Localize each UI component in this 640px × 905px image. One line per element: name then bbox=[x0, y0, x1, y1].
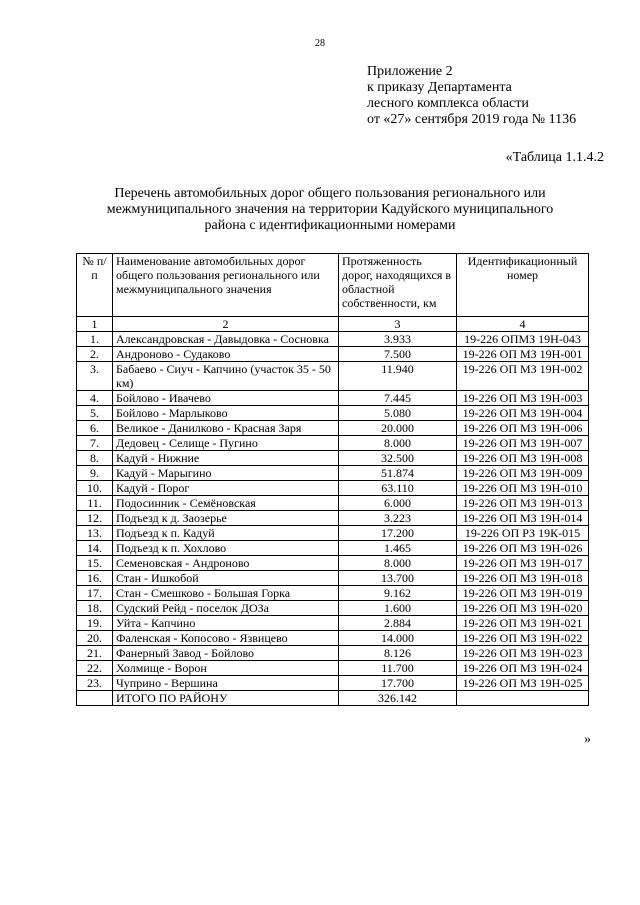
title-line: Перечень автомобильных дорог общего пользования регионального или bbox=[114, 186, 546, 201]
table-row bbox=[77, 661, 589, 676]
table-header-row bbox=[77, 254, 589, 317]
row-number: 1. bbox=[77, 332, 113, 347]
road-name: Бойлово - Марлыково bbox=[113, 406, 339, 421]
road-length: 9.162 bbox=[339, 586, 457, 601]
table-row bbox=[77, 646, 589, 661]
road-id: 19-226 ОП МЗ 19Н-026 bbox=[457, 541, 589, 556]
road-id: 19-226 ОП МЗ 19Н-013 bbox=[457, 496, 589, 511]
appendix-line: от «27» сентября 2019 года № 1136 bbox=[367, 112, 577, 127]
road-length: 6.000 bbox=[339, 496, 457, 511]
table-row bbox=[77, 421, 589, 436]
table-row bbox=[77, 406, 589, 421]
road-id: 19-226 ОП МЗ 19Н-021 bbox=[457, 616, 589, 631]
road-id: 19-226 ОП МЗ 19Н-003 bbox=[457, 391, 589, 406]
road-name: Подъезд к д. Заозерье bbox=[113, 511, 339, 526]
row-number: 16. bbox=[77, 571, 113, 586]
road-name: Судский Рейд - поселок ДОЗа bbox=[113, 601, 339, 616]
table-row bbox=[77, 601, 589, 616]
road-length: 1.600 bbox=[339, 601, 457, 616]
road-name: Подосинник - Семёновская bbox=[113, 496, 339, 511]
road-id: 19-226 ОП МЗ 19Н-009 bbox=[457, 466, 589, 481]
closing-quote: » bbox=[584, 732, 591, 747]
road-id: 19-226 ОП РЗ 19К-015 bbox=[457, 526, 589, 541]
row-number: 17. bbox=[77, 586, 113, 601]
row-number: 6. bbox=[77, 421, 113, 436]
road-name: Подъезд к п. Хохлово bbox=[113, 541, 339, 556]
title-line: межмуниципального значения на территории Кадуйского муниципального bbox=[106, 202, 554, 217]
row-number: 15. bbox=[77, 556, 113, 571]
road-name: Кадуй - Нижние bbox=[113, 451, 339, 466]
road-id: 19-226 ОП МЗ 19Н-022 bbox=[457, 631, 589, 646]
road-length: 7.500 bbox=[339, 347, 457, 362]
column-number: 1 bbox=[77, 317, 113, 332]
road-length: 17.200 bbox=[339, 526, 457, 541]
table-row bbox=[77, 571, 589, 586]
road-id: 19-226 ОП МЗ 19Н-025 bbox=[457, 676, 589, 691]
header-name: Наименование автомобильных дорог общего пользования регионального или межмуниципального значения bbox=[113, 254, 339, 317]
table-row bbox=[77, 451, 589, 466]
row-number: 18. bbox=[77, 601, 113, 616]
road-length: 8.000 bbox=[339, 436, 457, 451]
row-number: 10. bbox=[77, 481, 113, 496]
road-name: Бойлово - Ивачево bbox=[113, 391, 339, 406]
appendix-line: лесного комплекса области bbox=[367, 96, 529, 111]
road-id: 19-226 ОП МЗ 19Н-004 bbox=[457, 406, 589, 421]
road-length: 13.700 bbox=[339, 571, 457, 586]
row-number: 5. bbox=[77, 406, 113, 421]
total-length: 326.142 bbox=[339, 691, 457, 706]
road-name: Андроново - Судаково bbox=[113, 347, 339, 362]
table-row bbox=[77, 631, 589, 646]
total-row bbox=[77, 691, 589, 706]
table-row bbox=[77, 481, 589, 496]
road-length: 14.000 bbox=[339, 631, 457, 646]
road-name: Великое - Данилково - Красная Заря bbox=[113, 421, 339, 436]
table-reference: «Таблица 1.1.4.2 bbox=[505, 150, 604, 165]
road-name: Подъезд к п. Кадуй bbox=[113, 526, 339, 541]
road-length: 8.000 bbox=[339, 556, 457, 571]
road-name: Уйта - Капчино bbox=[113, 616, 339, 631]
document-title bbox=[70, 186, 590, 234]
road-id: 19-226 ОП МЗ 19Н-019 bbox=[457, 586, 589, 601]
road-name: Фанерный Завод - Бойлово bbox=[113, 646, 339, 661]
road-name: Дедовец - Селище - Пугино bbox=[113, 436, 339, 451]
road-length: 51.874 bbox=[339, 466, 457, 481]
road-length: 17.700 bbox=[339, 676, 457, 691]
road-id: 19-226 ОП МЗ 19Н-017 bbox=[457, 556, 589, 571]
road-id: 19-226 ОП МЗ 19Н-006 bbox=[457, 421, 589, 436]
table-row bbox=[77, 391, 589, 406]
table-row bbox=[77, 586, 589, 601]
road-id: 19-226 ОП МЗ 19Н-010 bbox=[457, 481, 589, 496]
road-id: 19-226 ОП МЗ 19Н-014 bbox=[457, 511, 589, 526]
column-number: 4 bbox=[457, 317, 589, 332]
table-row bbox=[77, 496, 589, 511]
road-length: 5.080 bbox=[339, 406, 457, 421]
table-row bbox=[77, 436, 589, 451]
row-number: 2. bbox=[77, 347, 113, 362]
header-id: Идентификационный номер bbox=[457, 254, 589, 317]
road-length: 32.500 bbox=[339, 451, 457, 466]
road-length: 3.223 bbox=[339, 511, 457, 526]
road-name: Чуприно - Вершина bbox=[113, 676, 339, 691]
column-number: 2 bbox=[113, 317, 339, 332]
road-length: 11.940 bbox=[339, 362, 457, 391]
road-name: Александровская - Давыдовка - Сосновка bbox=[113, 332, 339, 347]
table-body bbox=[77, 332, 589, 691]
row-number: 13. bbox=[77, 526, 113, 541]
row-number: 20. bbox=[77, 631, 113, 646]
road-id: 19-226 ОП МЗ 19Н-002 bbox=[457, 362, 589, 391]
road-length: 11.700 bbox=[339, 661, 457, 676]
row-number: 23. bbox=[77, 676, 113, 691]
road-name: Холмище - Ворон bbox=[113, 661, 339, 676]
row-number: 7. bbox=[77, 436, 113, 451]
road-id: 19-226 ОП МЗ 19Н-020 bbox=[457, 601, 589, 616]
row-number: 12. bbox=[77, 511, 113, 526]
road-id: 19-226 ОП МЗ 19Н-018 bbox=[457, 571, 589, 586]
total-id-cell bbox=[457, 691, 589, 706]
road-name: Стан - Смешково - Большая Горка bbox=[113, 586, 339, 601]
table-row bbox=[77, 511, 589, 526]
road-length: 3.933 bbox=[339, 332, 457, 347]
road-name: Бабаево - Сиуч - Капчино (участок 35 - 50 км) bbox=[113, 362, 339, 391]
road-length: 1.465 bbox=[339, 541, 457, 556]
table-row bbox=[77, 362, 589, 391]
table-row bbox=[77, 332, 589, 347]
road-length: 2.884 bbox=[339, 616, 457, 631]
column-number: 3 bbox=[339, 317, 457, 332]
row-number: 4. bbox=[77, 391, 113, 406]
road-length: 8.126 bbox=[339, 646, 457, 661]
road-id: 19-226 ОП МЗ 19Н-023 bbox=[457, 646, 589, 661]
header-length: Протяженность дорог, находящихся в областной собственности, км bbox=[339, 254, 457, 317]
table-row bbox=[77, 556, 589, 571]
road-id: 19-226 ОП МЗ 19Н-001 bbox=[457, 347, 589, 362]
row-number: 21. bbox=[77, 646, 113, 661]
road-id: 19-226 ОП МЗ 19Н-007 bbox=[457, 436, 589, 451]
page-number: 28 bbox=[315, 38, 325, 49]
row-number: 22. bbox=[77, 661, 113, 676]
roads-table bbox=[76, 253, 589, 706]
road-id: 19-226 ОПМЗ 19Н-043 bbox=[457, 332, 589, 347]
appendix-block bbox=[367, 64, 576, 128]
column-number-row bbox=[77, 317, 589, 332]
road-id: 19-226 ОП МЗ 19Н-008 bbox=[457, 451, 589, 466]
row-number: 3. bbox=[77, 362, 113, 391]
road-length: 7.445 bbox=[339, 391, 457, 406]
road-length: 20.000 bbox=[339, 421, 457, 436]
header-num: № п/п bbox=[77, 254, 113, 317]
table-row bbox=[77, 676, 589, 691]
road-name: Кадуй - Марыгино bbox=[113, 466, 339, 481]
row-number: 11. bbox=[77, 496, 113, 511]
row-number: 14. bbox=[77, 541, 113, 556]
table-row bbox=[77, 541, 589, 556]
row-number: 9. bbox=[77, 466, 113, 481]
road-length: 63.110 bbox=[339, 481, 457, 496]
appendix-line: к приказу Департамента bbox=[367, 80, 512, 95]
table-row bbox=[77, 616, 589, 631]
table-row bbox=[77, 347, 589, 362]
row-number: 19. bbox=[77, 616, 113, 631]
total-label: ИТОГО ПО РАЙОНУ bbox=[113, 691, 339, 706]
table-row bbox=[77, 466, 589, 481]
road-id: 19-226 ОП МЗ 19Н-024 bbox=[457, 661, 589, 676]
title-line: района с идентификационными номерами bbox=[204, 218, 456, 233]
road-name: Кадуй - Порог bbox=[113, 481, 339, 496]
road-name: Семеновская - Андроново bbox=[113, 556, 339, 571]
road-name: Стан - Ишкобой bbox=[113, 571, 339, 586]
road-name: Фаленская - Копосово - Язвицево bbox=[113, 631, 339, 646]
total-num-cell bbox=[77, 691, 113, 706]
appendix-line: Приложение 2 bbox=[367, 64, 453, 79]
table-row bbox=[77, 526, 589, 541]
row-number: 8. bbox=[77, 451, 113, 466]
